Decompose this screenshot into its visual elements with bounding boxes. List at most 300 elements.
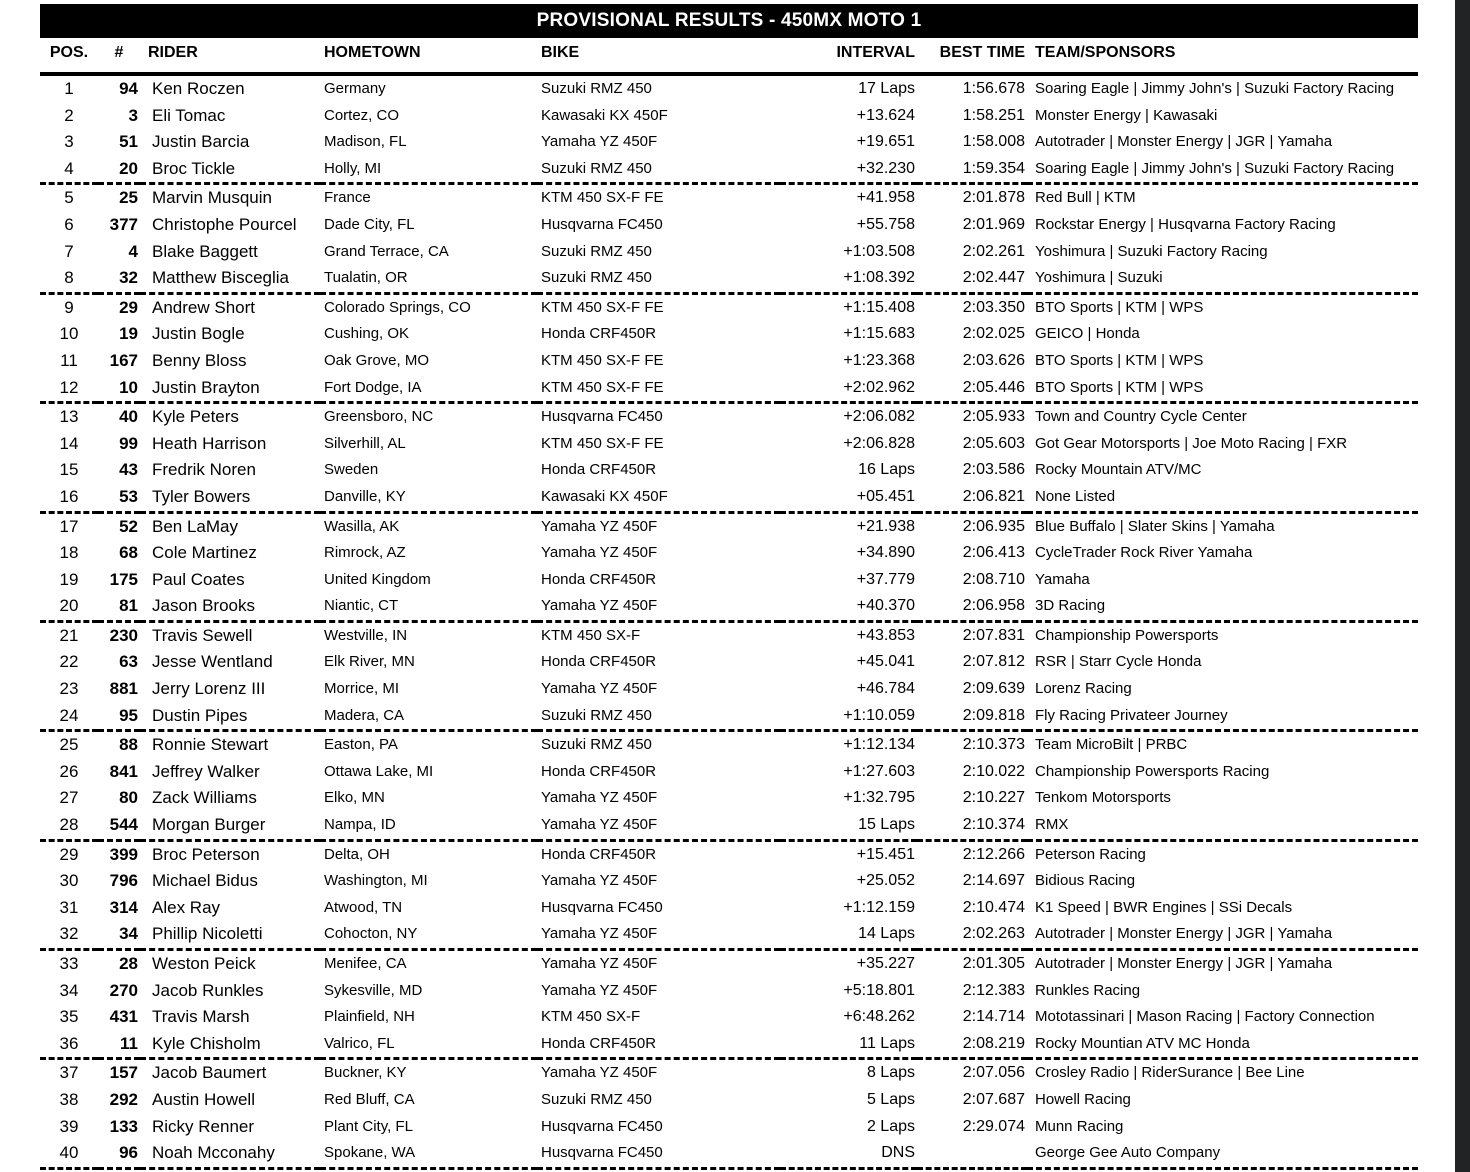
cell-hometown: Cohocton, NY [320,921,537,949]
cell-bike: Honda CRF450R [541,570,657,588]
cell-team: Red Bull | KTM [1035,189,1136,207]
cell-hometown: Germany [324,80,386,97]
cell-interval: 17 Laps [858,80,915,97]
table-row [40,1004,1418,1031]
cell-number: 29 [119,297,138,317]
cell-team: Soaring Eagle | Jimmy John's | Suzuki Factory Racing [1027,156,1418,184]
cell-best-time: 2:02.025 [962,325,1025,343]
cell-interval: +1:23.368 [843,351,915,369]
cell-hometown: Delta, OH [324,845,390,863]
cell-number: 99 [119,433,138,453]
cell-number: 4 [128,241,138,261]
cell-team: Autotrader | Monster Energy | JGR | Yamaha [1035,955,1333,972]
cell-best-time: 2:10.227 [962,789,1025,807]
cell-best-time: 2:09.639 [962,680,1025,698]
cell-hometown: Elk River, MN [324,653,415,671]
cell-rider: Heath Harrison [152,433,267,453]
cell-rider: Alex Ray [152,897,221,917]
column-header-number: # [98,44,140,74]
cell-bike: Husqvarna FC450 [541,408,663,426]
cell-best-time: 2:02.261 [962,242,1025,260]
cell-bike: Husqvarna FC450 [541,1117,663,1135]
cell-interval: +55.758 [856,215,915,233]
cell-position: 30 [59,871,79,891]
cell-number: 175 [109,569,138,589]
cell-best-time: 2:01.878 [962,189,1025,207]
cell-best-time: 2:07.687 [962,1090,1025,1108]
table-row [40,812,1418,840]
cell-bike: KTM 450 SX-F [541,626,641,644]
cell-position: 7 [64,241,74,261]
cell-position: 5 [64,188,74,208]
table-row [40,950,1418,978]
cell-interval: +1:12.159 [843,898,915,916]
cell-position: 4 [40,156,98,184]
cell-team: George Gee Auto Company [1027,1140,1418,1168]
cell-team: Crosley Radio | RiderSurance | Bee Line [1035,1064,1305,1082]
cell-position: 29 [59,844,79,864]
cell-hometown: Red Bluff, CA [324,1090,415,1108]
cell-rider: Dustin Pipes [140,703,320,731]
cell-best-time: 2:10.374 [917,812,1027,840]
cell-bike: Yamaha YZ 450F [541,544,658,562]
cell-position: 10 [59,324,79,344]
cell-hometown: Spokane, WA [320,1140,537,1168]
cell-team: BTO Sports | KTM | WPS [1035,351,1204,369]
cell-position: 17 [59,516,79,536]
cell-bike: KTM 450 SX-F FE [541,189,664,207]
cell-best-time: 2:02.447 [917,265,1027,293]
column-header-bike: BIKE [537,44,780,74]
cell-number: 841 [109,761,138,781]
cell-bike: Suzuki RMZ 450 [541,736,652,754]
cell-rider: Fredrik Noren [152,460,256,480]
cell-number: 19 [119,324,138,344]
cell-bike: Yamaha YZ 450F [541,981,658,999]
cell-number: 796 [109,871,138,891]
cell-best-time: 2:07.831 [962,626,1025,644]
table-row [40,785,1418,812]
cell-rider: Ben LaMay [152,516,238,536]
cell-interval: +40.370 [780,593,917,621]
table-row [40,156,1418,184]
cell-position: 15 [59,460,79,480]
cell-bike: Suzuki RMZ 450 [541,80,652,97]
cell-hometown: Danville, KY [320,484,537,512]
cell-interval: +1:32.795 [843,789,915,807]
table-row [40,512,1418,540]
cell-bike: Honda CRF450R [541,461,657,479]
table-row [40,431,1418,458]
cell-number: 28 [119,954,138,973]
cell-number: 133 [109,1116,138,1136]
cell-interval: 14 Laps [780,921,917,949]
cell-team: Blue Buffalo | Slater Skins | Yamaha [1035,517,1275,535]
cell-hometown: Madera, CA [320,703,537,731]
cell-rider: Cole Martinez [152,543,257,563]
cell-bike: Honda CRF450R [541,762,657,780]
cell-number: 3 [128,105,138,125]
cell-hometown: Ottawa Lake, MI [324,762,434,780]
cell-position: 6 [64,214,74,234]
table-row [40,103,1418,130]
cell-position: 31 [59,897,79,917]
cell-number: 230 [109,625,138,645]
cell-best-time: 2:12.383 [962,981,1025,999]
cell-interval: 5 Laps [866,1090,915,1108]
table-row [40,1059,1418,1087]
cell-number: 25 [119,188,138,208]
cell-best-time: 2:03.626 [962,351,1025,369]
cell-bike: Suzuki RMZ 450 [537,703,780,731]
cell-rider: Travis Sewell [152,625,253,645]
table-row [40,649,1418,676]
cell-rider: Paul Coates [152,569,245,589]
cell-interval: DNS [780,1140,917,1168]
cell-best-time: 2:14.714 [962,1008,1025,1026]
cell-hometown: Valrico, FL [320,1031,537,1059]
cell-hometown: Menifee, CA [324,955,407,972]
cell-team: BTO Sports | KTM | WPS [1035,298,1204,316]
cell-team: Yoshimura | Suzuki Factory Racing [1035,242,1268,260]
cell-best-time: 2:06.935 [962,517,1025,535]
cell-team: Autotrader | Monster Energy | JGR | Yamaha [1035,133,1333,151]
column-header-pos: POS. [40,44,98,74]
cell-number: 52 [119,516,138,536]
cell-position: 35 [59,1007,79,1027]
cell-position: 9 [64,297,74,317]
cell-hometown: Colorado Springs, CO [324,298,471,316]
cell-team: Munn Racing [1035,1117,1124,1135]
cell-number: 51 [119,132,138,152]
cell-position: 37 [59,1063,79,1083]
table-row [40,74,1418,103]
table-row [40,731,1418,759]
cell-best-time: 2:01.969 [962,215,1025,233]
table-row [40,321,1418,348]
cell-hometown: Washington, MI [324,872,428,890]
cell-interval: +1:03.508 [843,242,915,260]
cell-bike: Yamaha YZ 450F [541,872,658,890]
cell-rider: Morgan Burger [140,812,320,840]
table-body [40,74,1418,1168]
table-row [40,1031,1418,1059]
cell-number: 399 [109,844,138,864]
table-row [40,921,1418,949]
cell-rider: Justin Barcia [152,132,250,152]
cell-number: 40 [119,407,138,427]
table-row [40,593,1418,621]
cell-best-time: 2:07.056 [962,1064,1025,1082]
cell-position: 28 [40,812,98,840]
cell-team: K1 Speed | BWR Engines | SSi Decals [1035,898,1293,916]
table-row [40,184,1418,212]
cell-interval: +5:18.801 [843,981,915,999]
column-header-rider: RIDER [140,44,320,74]
cell-number: 11 [98,1031,140,1059]
cell-interval: 16 Laps [858,461,915,479]
table-row [40,265,1418,293]
cell-best-time: 2:10.022 [962,762,1025,780]
page-title: PROVISIONAL RESULTS - 450MX MOTO 1 [40,4,1418,38]
cell-bike: Honda CRF450R [541,653,657,671]
column-header-best-time: BEST TIME [917,44,1027,74]
cell-hometown: Oak Grove, MO [324,351,430,369]
cell-hometown: Sweden [324,461,379,479]
cell-hometown: Holly, MI [320,156,537,184]
cell-number: 544 [98,812,140,840]
cell-hometown: Plant City, FL [324,1117,413,1135]
cell-number: 96 [98,1140,140,1168]
cell-rider: Eli Tomac [152,105,226,125]
cell-interval: +43.853 [856,626,915,644]
column-header-interval: INTERVAL [780,44,917,74]
table-row [40,703,1418,731]
cell-number: 32 [98,265,140,293]
cell-position: 1 [64,79,74,98]
cell-rider: Jeffrey Walker [152,761,260,781]
cell-interval: +32.230 [780,156,917,184]
cell-best-time: 1:56.678 [962,80,1025,97]
cell-bike: Yamaha YZ 450F [541,1064,658,1082]
cell-hometown: Dade City, FL [324,215,415,233]
cell-position: 26 [59,761,79,781]
table-row [40,567,1418,594]
cell-team: Yamaha [1035,570,1090,588]
cell-interval: +1:10.059 [780,703,917,731]
cell-rider: Kyle Chisholm [140,1031,320,1059]
cell-bike: Suzuki RMZ 450 [541,1090,652,1108]
table-row [40,540,1418,567]
right-edge-strip [1455,0,1470,1172]
cell-team: Town and Country Cycle Center [1035,408,1247,426]
cell-position: 14 [59,433,79,453]
table-row [40,484,1418,512]
cell-position: 3 [64,132,74,152]
cell-position: 27 [59,788,79,808]
cell-rider: Tyler Bowers [140,484,320,512]
cell-interval: +2:06.828 [843,434,915,452]
cell-bike: KTM 450 SX-F FE [541,434,664,452]
cell-bike: Yamaha YZ 450F [541,517,658,535]
table-row [40,129,1418,156]
cell-bike: Yamaha YZ 450F [541,789,658,807]
cell-rider: Weston Peick [152,954,256,973]
cell-rider: Christophe Pourcel [152,214,297,234]
cell-position: 16 [40,484,98,512]
cell-interval: +15.451 [856,845,915,863]
cell-best-time: 2:06.821 [917,484,1027,512]
table-row [40,375,1418,403]
cell-interval: +1:12.134 [843,736,915,754]
cell-team: Got Gear Motorsports | Joe Moto Racing | FXR [1035,434,1348,452]
cell-number: 157 [109,1063,138,1083]
cell-best-time: 2:29.074 [962,1117,1025,1135]
cell-interval: +45.041 [856,653,915,671]
cell-hometown: Cushing, OK [324,325,410,343]
cell-hometown: Rimrock, AZ [324,544,406,562]
cell-position: 18 [59,543,79,563]
cell-bike: KTM 450 SX-F FE [541,298,664,316]
cell-best-time: 2:08.219 [917,1031,1027,1059]
table-row [40,1114,1418,1141]
cell-best-time: 2:07.812 [962,653,1025,671]
cell-interval: +37.779 [856,570,915,588]
cell-team: Soaring Eagle | Jimmy John's | Suzuki Factory Racing [1035,80,1395,97]
cell-best-time: 1:59.354 [917,156,1027,184]
cell-best-time: 2:10.373 [962,736,1025,754]
cell-position: 11 [60,350,78,370]
table-row [40,676,1418,703]
table-row [40,759,1418,786]
cell-rider: Kyle Peters [152,407,239,427]
cell-position: 12 [40,375,98,403]
cell-hometown: Cortez, CO [324,106,400,124]
cell-team: Tenkom Motorsports [1035,789,1171,807]
results-table-container [40,44,1418,1170]
cell-number: 80 [119,788,138,808]
cell-best-time: 2:02.263 [917,921,1027,949]
cell-team: Rockstar Energy | Husqvarna Factory Racing [1035,215,1336,233]
cell-bike: Honda CRF450R [541,325,657,343]
cell-best-time: 2:05.603 [962,434,1025,452]
cell-rider: Jason Brooks [140,593,320,621]
cell-position: 38 [59,1089,79,1109]
cell-position: 25 [59,735,79,755]
cell-hometown: Madison, FL [324,133,407,151]
cell-best-time: 1:58.008 [962,133,1025,151]
cell-hometown: Easton, PA [324,736,398,754]
cell-rider: Austin Howell [152,1089,255,1109]
cell-number: 431 [109,1007,138,1027]
table-row [40,840,1418,868]
cell-rider: Zack Williams [152,788,257,808]
cell-position: 39 [59,1116,79,1136]
cell-interval: +21.938 [856,517,915,535]
cell-team: Fly Racing Privateer Journey [1027,703,1418,731]
cell-rider: Jacob Runkles [152,980,264,1000]
cell-position: 34 [59,980,79,1000]
cell-interval: +46.784 [856,680,915,698]
cell-hometown: Elko, MN [324,789,385,807]
cell-bike: Yamaha YZ 450F [537,812,780,840]
cell-number: 94 [119,79,138,98]
results-table [40,44,1418,1170]
cell-number: 10 [98,375,140,403]
cell-best-time: 2:10.474 [962,898,1025,916]
cell-position: 13 [59,407,79,427]
cell-interval: 8 Laps [866,1064,915,1082]
cell-rider: Matthew Bisceglia [140,265,320,293]
cell-bike: Husqvarna FC450 [541,898,663,916]
table-row [40,868,1418,895]
cell-position: 22 [59,652,79,672]
cell-best-time: 2:01.305 [962,955,1025,972]
cell-team: Mototassinari | Mason Racing | Factory Connection [1035,1008,1375,1026]
cell-interval: +6:48.262 [843,1008,915,1026]
cell-position: 36 [40,1031,98,1059]
cell-position: 21 [59,625,79,645]
cell-hometown: Nampa, ID [320,812,537,840]
table-row [40,403,1418,431]
cell-hometown: Wasilla, AK [324,517,400,535]
cell-number: 292 [109,1089,138,1109]
cell-hometown: Atwood, TN [324,898,403,916]
cell-bike: Suzuki RMZ 450 [541,242,652,260]
cell-team: CycleTrader Rock River Yamaha [1035,544,1253,562]
cell-rider: Ricky Renner [152,1116,255,1136]
cell-interval: +05.451 [780,484,917,512]
cell-number: 34 [98,921,140,949]
cell-rider: Jerry Lorenz III [152,679,266,699]
cell-hometown: Westville, IN [324,626,408,644]
cell-team: Rocky Mountain ATV/MC [1035,461,1202,479]
cell-number: 88 [119,735,138,755]
cell-interval: +1:08.392 [780,265,917,293]
cell-number: 314 [109,897,138,917]
cell-bike: Yamaha YZ 450F [537,921,780,949]
cell-best-time: 2:05.446 [917,375,1027,403]
cell-rider: Marvin Musquin [152,188,272,208]
cell-best-time [917,1140,1027,1168]
cell-best-time: 2:03.350 [962,298,1025,316]
cell-team: Lorenz Racing [1035,680,1132,698]
table-row [40,457,1418,484]
cell-team: BTO Sports | KTM | WPS [1027,375,1418,403]
cell-best-time: 2:06.958 [917,593,1027,621]
column-header-hometown: HOMETOWN [320,44,537,74]
cell-number: 270 [109,980,138,1000]
cell-rider: Phillip Nicoletti [140,921,320,949]
cell-rider: Noah Mcconahy [140,1140,320,1168]
cell-hometown: Buckner, KY [324,1064,407,1082]
cell-interval: +25.052 [856,872,915,890]
cell-number: 63 [119,652,138,672]
cell-rider: Ken Roczen [152,79,245,98]
cell-number: 20 [98,156,140,184]
cell-bike: Yamaha YZ 450F [537,593,780,621]
cell-best-time: 2:03.586 [962,461,1025,479]
cell-rider: Jesse Wentland [152,652,273,672]
cell-interval: +19.651 [856,133,915,151]
cell-hometown: Morrice, MI [324,680,399,698]
cell-interval: +35.227 [856,955,915,972]
cell-position: 33 [59,954,79,973]
cell-bike: Kawasaki KX 450F [537,484,780,512]
table-head [40,44,1418,74]
cell-interval: +41.958 [856,189,915,207]
cell-team: None Listed [1027,484,1418,512]
cell-rider: Justin Brayton [140,375,320,403]
cell-rider: Ronnie Stewart [152,735,269,755]
cell-interval: +1:27.603 [843,762,915,780]
cell-number: 68 [119,543,138,563]
cell-rider: Travis Marsh [152,1007,250,1027]
cell-hometown: Silverhill, AL [324,434,406,452]
cell-interval: +2:06.082 [843,408,915,426]
cell-number: 167 [109,350,138,370]
table-row [40,239,1418,266]
cell-rider: Jacob Baumert [152,1063,267,1083]
cell-interval: 2 Laps [866,1117,915,1135]
cell-best-time: 2:12.266 [962,845,1025,863]
cell-best-time: 2:06.413 [962,544,1025,562]
cell-bike: Yamaha YZ 450F [541,680,658,698]
cell-interval: +2:02.962 [780,375,917,403]
cell-bike: Yamaha YZ 450F [541,955,658,972]
cell-bike: KTM 450 SX-F FE [537,375,780,403]
cell-hometown: Plainfield, NH [324,1008,415,1026]
